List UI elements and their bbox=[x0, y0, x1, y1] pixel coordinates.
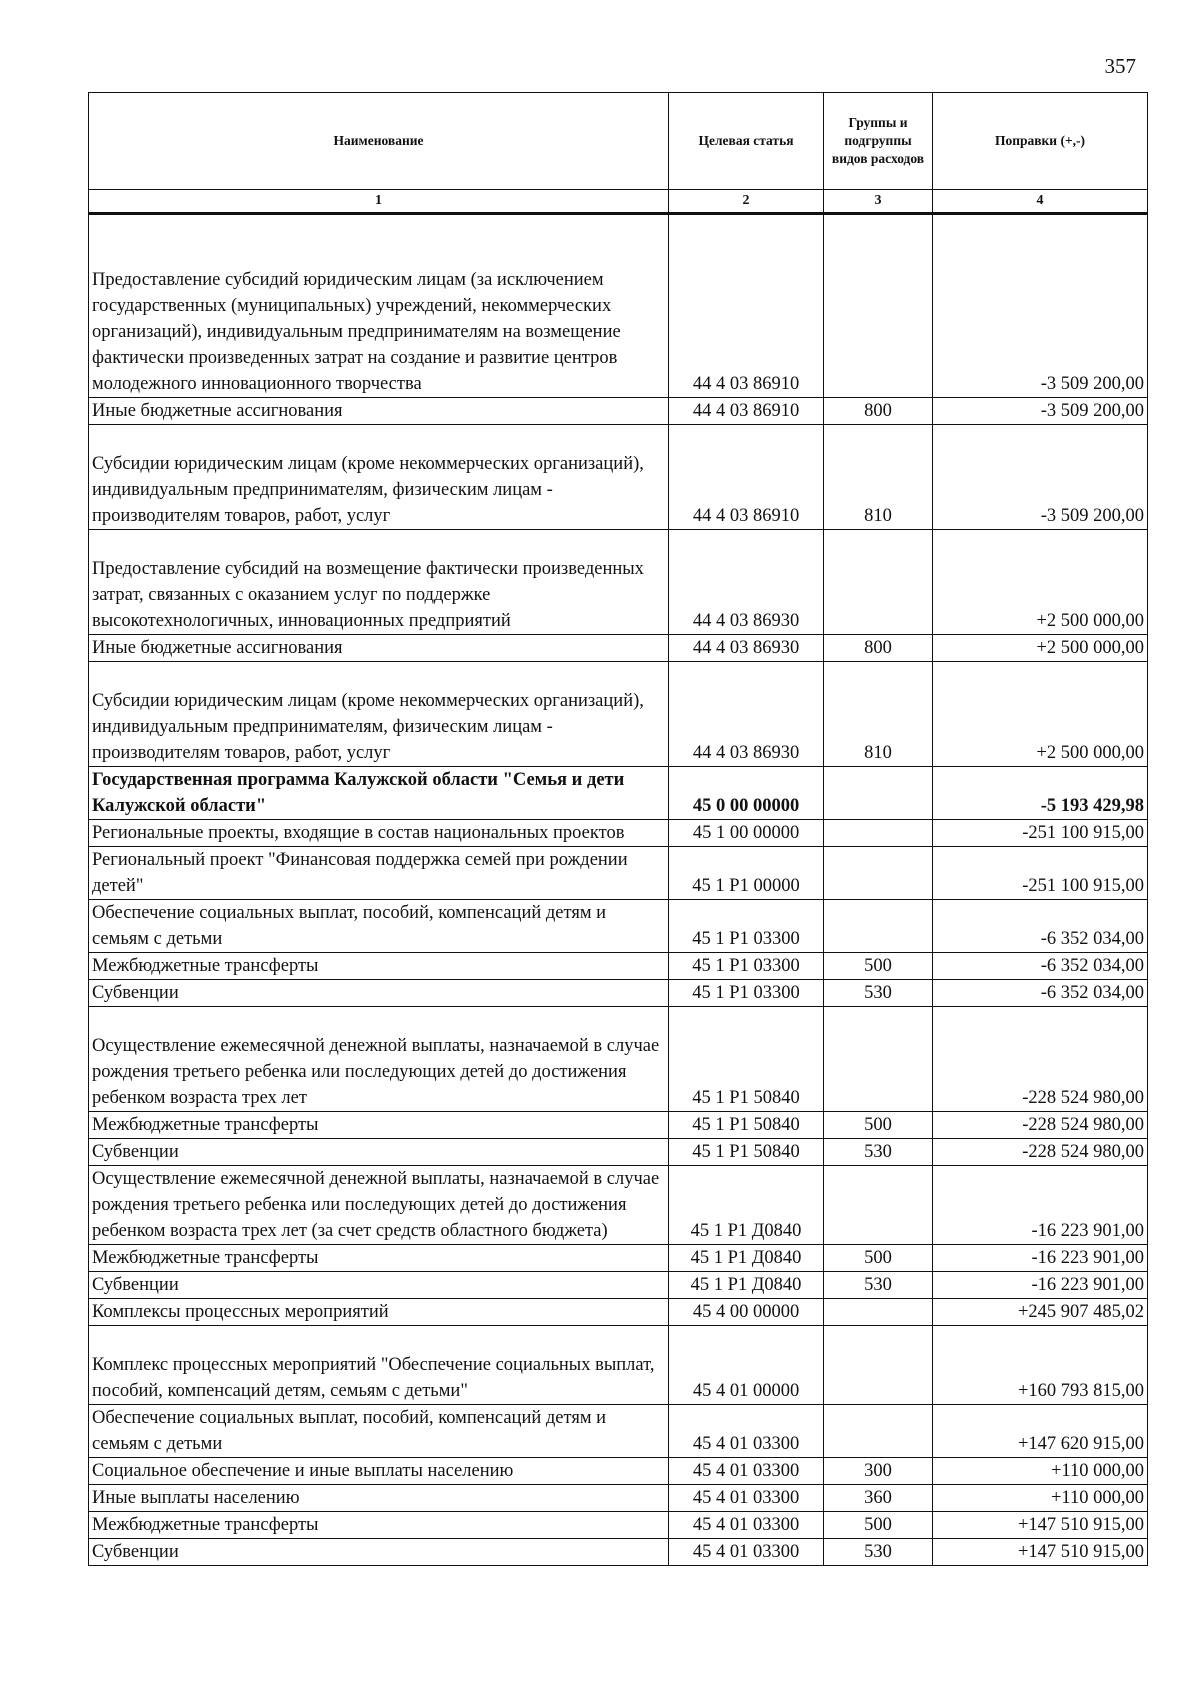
row-target-article: 44 4 03 86930 bbox=[669, 662, 824, 767]
table-row bbox=[89, 398, 1148, 425]
row-target-article: 45 0 00 00000 bbox=[669, 767, 824, 820]
row-name: Предоставление субсидий юридическим лицам (за исключением государственных (муниципальных) учреждений, некоммерческих организаций), индивидуальным предпринимателям на возмещение фактически произведенных затрат на создание и развитие центров молодежного инновационного творчества bbox=[89, 214, 669, 398]
row-target-article: 45 1 P1 50840 bbox=[669, 1112, 824, 1139]
table-row bbox=[89, 1485, 1148, 1512]
column-number: 2 bbox=[669, 190, 824, 214]
table-row bbox=[89, 1166, 1148, 1245]
row-expense-group: 800 bbox=[824, 398, 933, 425]
row-name: Межбюджетные трансферты bbox=[89, 1112, 669, 1139]
row-name: Социальное обеспечение и иные выплаты населению bbox=[89, 1458, 669, 1485]
row-expense-group bbox=[824, 1007, 933, 1112]
table-row bbox=[89, 1539, 1148, 1566]
row-expense-group: 530 bbox=[824, 1272, 933, 1299]
row-name: Субвенции bbox=[89, 1272, 669, 1299]
row-target-article: 45 1 P1 Д0840 bbox=[669, 1245, 824, 1272]
row-name: Региональный проект "Финансовая поддержка семей при рождении детей" bbox=[89, 847, 669, 900]
row-target-article: 45 4 01 03300 bbox=[669, 1485, 824, 1512]
row-name: Региональные проекты, входящие в состав национальных проектов bbox=[89, 820, 669, 847]
page-number: 357 bbox=[1104, 54, 1136, 78]
budget-amendments-table bbox=[88, 92, 1147, 1566]
row-amount: +245 907 485,02 bbox=[933, 1299, 1148, 1326]
table-row bbox=[89, 820, 1148, 847]
table-row bbox=[89, 1405, 1148, 1458]
row-target-article: 45 1 P1 50840 bbox=[669, 1007, 824, 1112]
row-amount: +147 510 915,00 bbox=[933, 1539, 1148, 1566]
row-amount: +2 500 000,00 bbox=[933, 530, 1148, 635]
header-expense-groups: Группы и подгруппы видов расходов bbox=[824, 93, 933, 190]
row-target-article: 45 4 01 03300 bbox=[669, 1405, 824, 1458]
row-expense-group: 530 bbox=[824, 1139, 933, 1166]
header-name: Наименование bbox=[89, 93, 669, 190]
row-name: Комплексы процессных мероприятий bbox=[89, 1299, 669, 1326]
table-row bbox=[89, 1139, 1148, 1166]
row-target-article: 45 1 P1 03300 bbox=[669, 900, 824, 953]
row-expense-group bbox=[824, 900, 933, 953]
row-expense-group: 800 bbox=[824, 635, 933, 662]
table-row bbox=[89, 847, 1148, 900]
row-amount: -228 524 980,00 bbox=[933, 1112, 1148, 1139]
row-amount: -3 509 200,00 bbox=[933, 214, 1148, 398]
row-amount: +147 620 915,00 bbox=[933, 1405, 1148, 1458]
row-name: Комплекс процессных мероприятий "Обеспечение социальных выплат, пособий, компенсаций детям, семьям с детьми" bbox=[89, 1326, 669, 1405]
row-expense-group bbox=[824, 530, 933, 635]
row-target-article: 45 4 01 03300 bbox=[669, 1512, 824, 1539]
row-name: Иные бюджетные ассигнования bbox=[89, 398, 669, 425]
row-target-article: 45 1 P1 Д0840 bbox=[669, 1166, 824, 1245]
row-name: Субвенции bbox=[89, 1539, 669, 1566]
row-target-article: 45 1 P1 50840 bbox=[669, 1139, 824, 1166]
table-row bbox=[89, 767, 1148, 820]
table-row bbox=[89, 1299, 1148, 1326]
row-expense-group: 500 bbox=[824, 1512, 933, 1539]
row-target-article: 44 4 03 86930 bbox=[669, 530, 824, 635]
table-row bbox=[89, 980, 1148, 1007]
row-name: Предоставление субсидий на возмещение фактически произведенных затрат, связанных с оказанием услуг по поддержке высокотехнологичных, инновационных предприятий bbox=[89, 530, 669, 635]
row-target-article: 45 4 01 03300 bbox=[669, 1458, 824, 1485]
row-expense-group bbox=[824, 1299, 933, 1326]
row-name: Иные выплаты населению bbox=[89, 1485, 669, 1512]
row-expense-group: 810 bbox=[824, 425, 933, 530]
table-row bbox=[89, 214, 1148, 398]
row-target-article: 44 4 03 86930 bbox=[669, 635, 824, 662]
row-name: Субвенции bbox=[89, 980, 669, 1007]
row-name: Иные бюджетные ассигнования bbox=[89, 635, 669, 662]
row-name: Субвенции bbox=[89, 1139, 669, 1166]
row-expense-group: 500 bbox=[824, 953, 933, 980]
row-amount: +110 000,00 bbox=[933, 1485, 1148, 1512]
row-target-article: 45 1 00 00000 bbox=[669, 820, 824, 847]
row-amount: -228 524 980,00 bbox=[933, 1007, 1148, 1112]
row-target-article: 44 4 03 86910 bbox=[669, 398, 824, 425]
row-amount: -251 100 915,00 bbox=[933, 820, 1148, 847]
row-expense-group: 500 bbox=[824, 1112, 933, 1139]
row-expense-group bbox=[824, 767, 933, 820]
row-expense-group: 500 bbox=[824, 1245, 933, 1272]
row-target-article: 44 4 03 86910 bbox=[669, 214, 824, 398]
row-target-article: 45 4 00 00000 bbox=[669, 1299, 824, 1326]
row-name: Субсидии юридическим лицам (кроме некоммерческих организаций), индивидуальным предпринимателям, физическим лицам - производителям товаров, работ, услуг bbox=[89, 662, 669, 767]
table-row bbox=[89, 530, 1148, 635]
row-name: Государственная программа Калужской области "Семья и дети Калужской области" bbox=[89, 767, 669, 820]
row-expense-group: 530 bbox=[824, 980, 933, 1007]
row-expense-group: 530 bbox=[824, 1539, 933, 1566]
table-row bbox=[89, 1007, 1148, 1112]
row-amount: +2 500 000,00 bbox=[933, 662, 1148, 767]
table-row bbox=[89, 635, 1148, 662]
table-row bbox=[89, 953, 1148, 980]
header-target-article: Целевая статья bbox=[669, 93, 824, 190]
column-number: 1 bbox=[89, 190, 669, 214]
row-amount: +147 510 915,00 bbox=[933, 1512, 1148, 1539]
row-expense-group: 810 bbox=[824, 662, 933, 767]
table-body bbox=[89, 214, 1148, 1566]
row-amount: +2 500 000,00 bbox=[933, 635, 1148, 662]
row-amount: -16 223 901,00 bbox=[933, 1245, 1148, 1272]
row-name: Осуществление ежемесячной денежной выплаты, назначаемой в случае рождения третьего ребенка или последующих детей до достижения ребенком возраста трех лет bbox=[89, 1007, 669, 1112]
table-row bbox=[89, 425, 1148, 530]
table-row bbox=[89, 1326, 1148, 1405]
column-number: 4 bbox=[933, 190, 1148, 214]
row-name: Обеспечение социальных выплат, пособий, компенсаций детям и семьям с детьми bbox=[89, 1405, 669, 1458]
row-target-article: 45 1 P1 03300 bbox=[669, 980, 824, 1007]
column-number: 3 bbox=[824, 190, 933, 214]
row-expense-group: 300 bbox=[824, 1458, 933, 1485]
row-expense-group bbox=[824, 214, 933, 398]
table-row bbox=[89, 662, 1148, 767]
row-expense-group bbox=[824, 1166, 933, 1245]
row-amount: -3 509 200,00 bbox=[933, 425, 1148, 530]
row-expense-group bbox=[824, 847, 933, 900]
row-amount: -6 352 034,00 bbox=[933, 953, 1148, 980]
row-target-article: 44 4 03 86910 bbox=[669, 425, 824, 530]
row-target-article: 45 4 01 00000 bbox=[669, 1326, 824, 1405]
row-amount: -6 352 034,00 bbox=[933, 900, 1148, 953]
row-amount: +110 000,00 bbox=[933, 1458, 1148, 1485]
row-target-article: 45 4 01 03300 bbox=[669, 1539, 824, 1566]
row-amount: +160 793 815,00 bbox=[933, 1326, 1148, 1405]
row-target-article: 45 1 P1 00000 bbox=[669, 847, 824, 900]
row-name: Обеспечение социальных выплат, пособий, компенсаций детям и семьям с детьми bbox=[89, 900, 669, 953]
table-row bbox=[89, 1245, 1148, 1272]
row-amount: -16 223 901,00 bbox=[933, 1166, 1148, 1245]
row-amount: -16 223 901,00 bbox=[933, 1272, 1148, 1299]
table-row bbox=[89, 1458, 1148, 1485]
row-amount: -3 509 200,00 bbox=[933, 398, 1148, 425]
row-expense-group: 360 bbox=[824, 1485, 933, 1512]
row-expense-group bbox=[824, 1326, 933, 1405]
row-expense-group bbox=[824, 820, 933, 847]
table-row bbox=[89, 900, 1148, 953]
row-target-article: 45 1 P1 03300 bbox=[669, 953, 824, 980]
header-amendments: Поправки (+,-) bbox=[933, 93, 1148, 190]
row-amount: -5 193 429,98 bbox=[933, 767, 1148, 820]
row-amount: -6 352 034,00 bbox=[933, 980, 1148, 1007]
column-number-row bbox=[89, 190, 1148, 214]
table-row bbox=[89, 1112, 1148, 1139]
table-header-row bbox=[89, 93, 1148, 190]
table-row bbox=[89, 1272, 1148, 1299]
row-expense-group bbox=[824, 1405, 933, 1458]
row-target-article: 45 1 P1 Д0840 bbox=[669, 1272, 824, 1299]
table-row bbox=[89, 1512, 1148, 1539]
row-name: Межбюджетные трансферты bbox=[89, 1245, 669, 1272]
row-name: Субсидии юридическим лицам (кроме некоммерческих организаций), индивидуальным предпринимателям, физическим лицам - производителям товаров, работ, услуг bbox=[89, 425, 669, 530]
row-name: Межбюджетные трансферты bbox=[89, 953, 669, 980]
row-amount: -251 100 915,00 bbox=[933, 847, 1148, 900]
row-name: Межбюджетные трансферты bbox=[89, 1512, 669, 1539]
row-name: Осуществление ежемесячной денежной выплаты, назначаемой в случае рождения третьего ребенка или последующих детей до достижения ребенком возраста трех лет (за счет средств областного бюджета) bbox=[89, 1166, 669, 1245]
row-amount: -228 524 980,00 bbox=[933, 1139, 1148, 1166]
